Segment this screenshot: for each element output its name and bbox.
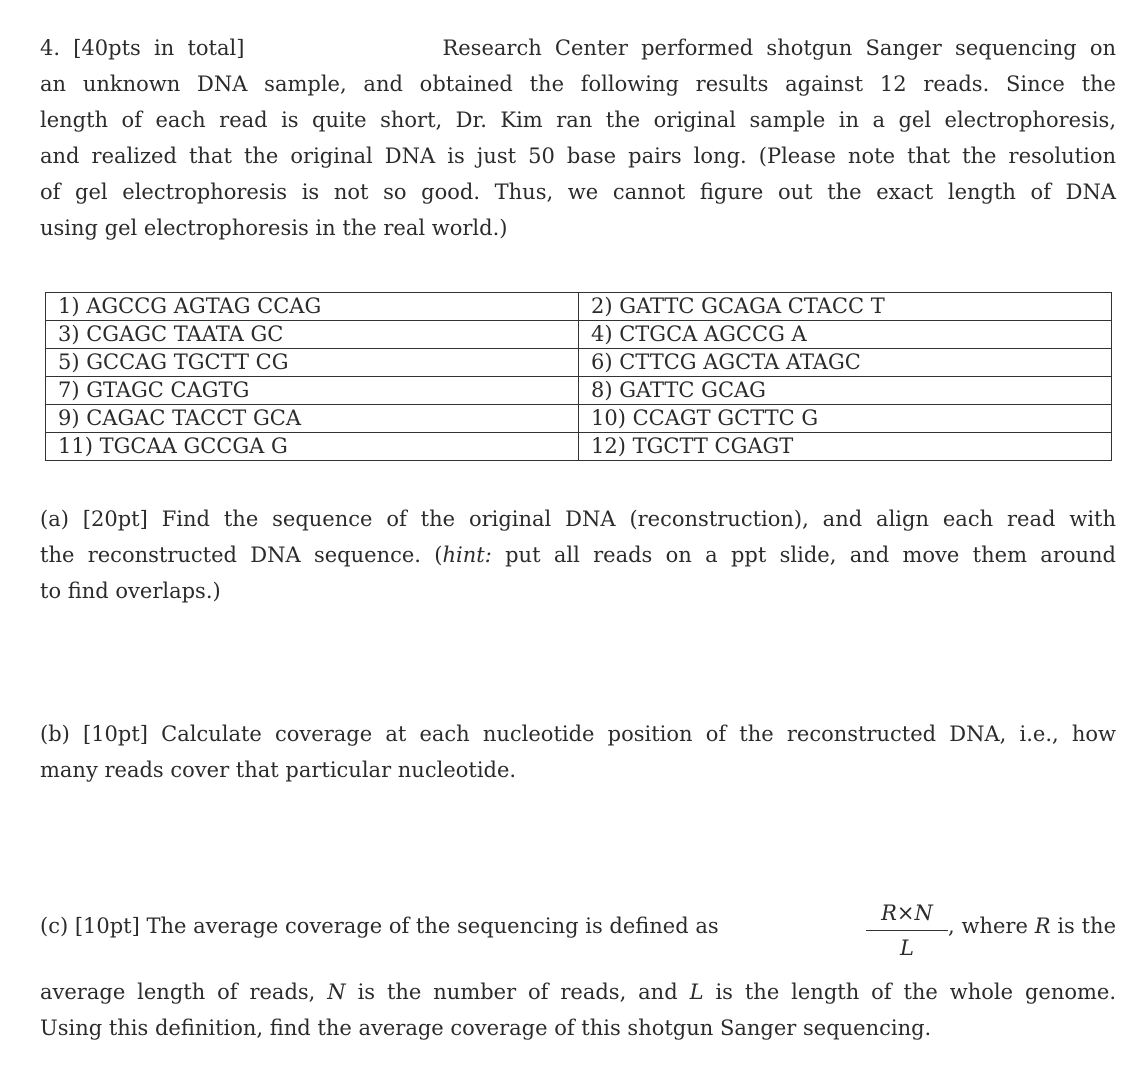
problem-number: 4. [40pts in total] (40, 36, 245, 60)
reads-table (45, 292, 1112, 461)
var-l: L (689, 980, 704, 1004)
intro-line-3: length of each read is quite short, Dr. Kim ran the original sample in a gel electrophoresis, (40, 108, 1116, 132)
read-cell: 11) TGCAA GCCGA G (46, 433, 579, 461)
table-row (46, 405, 1112, 433)
part-c-lead: (c) [10pt] The average coverage of the sequencing is defined as (40, 914, 719, 938)
read-cell: 8) GATTC GCAG (579, 377, 1112, 405)
intro-line-5: of gel electrophoresis is not so good. Thus, we cannot figure out the exact length of DNA (40, 180, 1116, 204)
read-cell: 2) GATTC GCAGA CTACC T (579, 293, 1112, 321)
intro-line-6: using gel electrophoresis in the real world.) (40, 216, 508, 240)
coverage-formula (866, 896, 948, 965)
part-c-line-3: Using this definition, find the average coverage of this shotgun Sanger sequencing. (40, 1016, 932, 1040)
part-c-line-2: average length of reads, N is the number of reads, and L is the length of the whole genome. (40, 980, 1117, 1004)
intro-line-4: and realized that the original DNA is just 50 base pairs long. (Please note that the resolution (40, 144, 1116, 168)
read-cell: 4) CTGCA AGCCG A (579, 321, 1112, 349)
read-cell: 5) GCCAG TGCTT CG (46, 349, 579, 377)
part-a-line-1: (a) [20pt] Find the sequence of the original DNA (reconstruction), and align each read with (40, 507, 1116, 531)
problem-intro (40, 30, 1116, 246)
var-n: N (327, 980, 346, 1004)
part-c-tail: , where R is the (948, 914, 1116, 938)
table-row (46, 433, 1112, 461)
part-b-line-2: many reads cover that particular nucleotide. (40, 758, 517, 782)
read-cell: 9) CAGAC TACCT GCA (46, 405, 579, 433)
part-a-line-3: to find overlaps.) (40, 579, 221, 603)
part-c-line-1 (40, 896, 1116, 966)
read-cell: 3) CGAGC TAATA GC (46, 321, 579, 349)
intro-line-2: an unknown DNA sample, and obtained the following results against 12 reads. Since the (40, 72, 1116, 96)
read-cell: 7) GTAGC CAGTG (46, 377, 579, 405)
read-cell: 6) CTTCG AGCTA ATAGC (579, 349, 1112, 377)
part-b (40, 716, 1116, 788)
part-a-line-2: the reconstructed DNA sequence. (hint: put all reads on a ppt slide, and move them around (40, 543, 1116, 567)
part-a (40, 501, 1116, 609)
table-row (46, 321, 1112, 349)
hint-label: hint: (442, 543, 492, 567)
intro-line-1 (40, 30, 1116, 66)
read-cell: 10) CCAGT GCTTC G (579, 405, 1112, 433)
intro-text: Research Center performed shotgun Sanger sequencing on (442, 36, 1117, 60)
table-row (46, 377, 1112, 405)
read-cell: 1) AGCCG AGTAG CCAG (46, 293, 579, 321)
read-cell: 12) TGCTT CGAGT (579, 433, 1112, 461)
var-r: R (1034, 914, 1051, 938)
part-b-line-1: (b) [10pt] Calculate coverage at each nucleotide position of the reconstructed DNA, i.e., how (40, 722, 1116, 746)
table-row (46, 293, 1112, 321)
part-c-body (40, 974, 1116, 1046)
formula-denominator: L (900, 936, 914, 960)
formula-numerator: R×N (866, 896, 948, 931)
table-row (46, 349, 1112, 377)
